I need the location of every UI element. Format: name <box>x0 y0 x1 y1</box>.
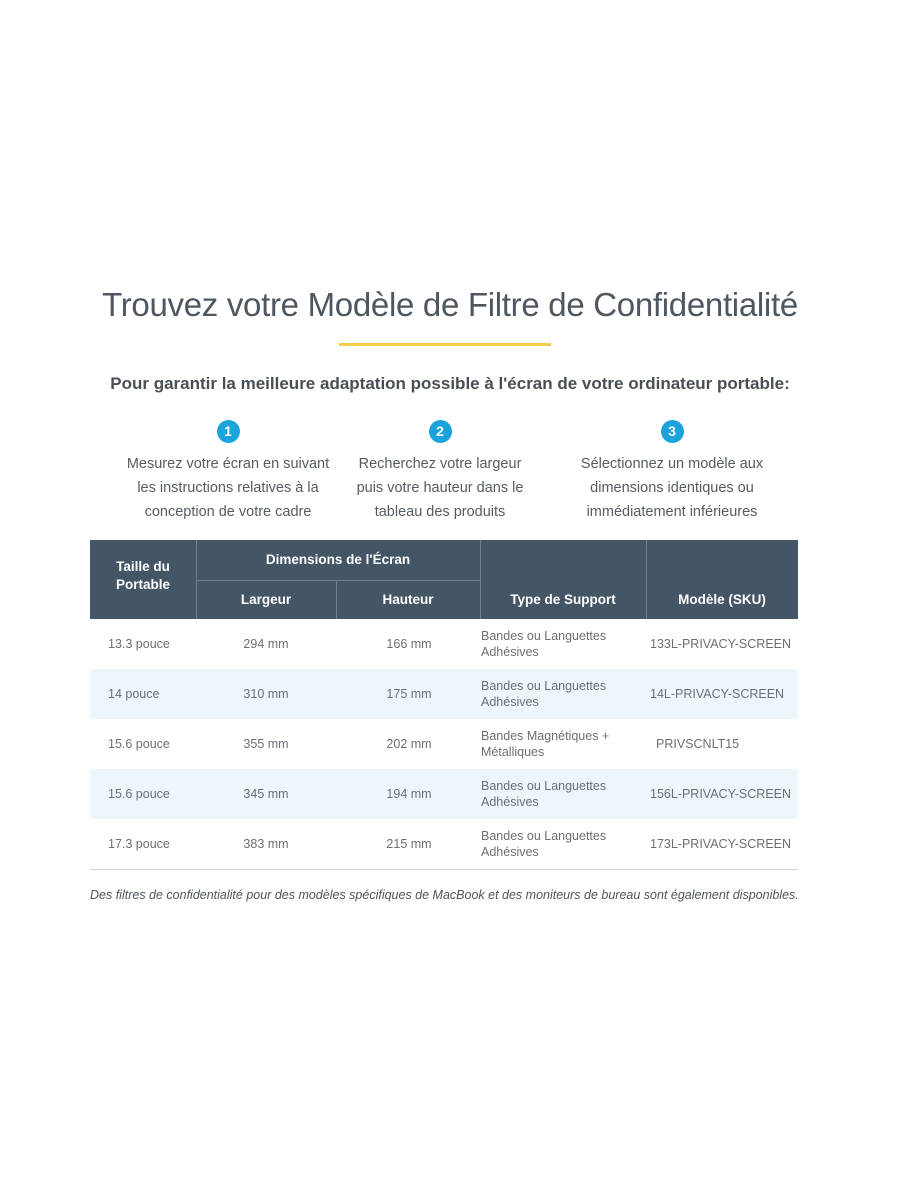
availability-note: Des filtres de confidentialité pour des modèles spécifiques de MacBook et des moniteurs de bureau sont également disponibles. <box>90 888 799 902</box>
step-2-number-badge: 2 <box>429 420 452 443</box>
step-3-number-badge: 3 <box>661 420 684 443</box>
step-3-line-2: dimensions identiques ou <box>590 480 754 496</box>
cell-support-line-2: Adhésives <box>481 645 539 659</box>
cell-modele: 173L-PRIVACY-SCREEN <box>650 837 792 851</box>
cell-largeur: 383 mm <box>243 837 289 851</box>
table-row <box>90 769 798 819</box>
step-1-line-2: les instructions relatives à la <box>137 480 319 496</box>
header-hauteur: Hauteur <box>382 592 434 607</box>
step-2-line-2: puis votre hauteur dans le <box>356 480 524 496</box>
step-2-line-1: Recherchez votre largeur <box>358 456 522 472</box>
cell-hauteur: 215 mm <box>386 837 432 851</box>
cell-support-line-2: Métalliques <box>481 745 545 759</box>
table-bottom-rule <box>90 869 798 870</box>
cell-largeur: 310 mm <box>243 687 289 701</box>
header-largeur: Largeur <box>240 592 292 607</box>
step-3-line-3: immédiatement inférieures <box>586 504 758 520</box>
cell-modele: 156L-PRIVACY-SCREEN <box>650 787 792 801</box>
cell-support-line-1: Bandes Magnétiques + <box>481 729 610 743</box>
header-support: Type de Support <box>510 592 616 607</box>
cell-support-line-1: Bandes ou Languettes <box>481 779 607 793</box>
cell-modele: 14L-PRIVACY-SCREEN <box>650 687 785 701</box>
header-divider <box>480 540 481 619</box>
cell-support-line-2: Adhésives <box>481 845 539 859</box>
cell-hauteur: 194 mm <box>386 787 432 801</box>
cell-largeur: 355 mm <box>243 737 289 751</box>
header-divider <box>196 580 480 581</box>
cell-taille: 14 pouce <box>108 687 160 701</box>
header-taille-line-1: Taille du <box>116 559 170 574</box>
cell-support <box>481 719 631 769</box>
table-row <box>90 719 798 769</box>
title-underline <box>339 343 551 346</box>
step-1-line-3: conception de votre cadre <box>144 504 312 520</box>
cell-support-line-1: Bandes ou Languettes <box>481 829 607 843</box>
cell-hauteur: 175 mm <box>386 687 432 701</box>
cell-support <box>481 769 631 819</box>
cell-support-line-2: Adhésives <box>481 695 539 709</box>
product-table <box>90 540 798 870</box>
step-1-text <box>108 452 348 524</box>
header-dimensions: Dimensions de l'Écran <box>265 552 411 567</box>
table-header <box>90 540 798 619</box>
header-taille-line-2: Portable <box>115 577 170 592</box>
cell-support <box>481 669 631 719</box>
cell-largeur: 294 mm <box>243 637 289 651</box>
cell-support-line-2: Adhésives <box>481 795 539 809</box>
step-3 <box>552 420 792 524</box>
step-1-number-badge: 1 <box>217 420 240 443</box>
step-3-line-1: Sélectionnez un modèle aux <box>580 456 764 472</box>
page-title: Trouvez votre Modèle de Filtre de Confidentialité <box>102 286 798 323</box>
cell-taille: 15.6 pouce <box>108 737 170 751</box>
step-2-line-3: tableau des produits <box>374 504 506 520</box>
cell-largeur: 345 mm <box>243 787 289 801</box>
cell-modele: PRIVSCNLT15 <box>656 737 740 751</box>
header-modele: Modèle (SKU) <box>678 592 766 607</box>
cell-taille: 13.3 pouce <box>108 637 170 651</box>
cell-support-line-1: Bandes ou Languettes <box>481 679 607 693</box>
cell-support <box>481 819 631 869</box>
table-row <box>90 669 798 719</box>
cell-taille: 17.3 pouce <box>108 837 170 851</box>
instruction-steps <box>0 420 900 530</box>
cell-support-line-1: Bandes ou Languettes <box>481 629 607 643</box>
step-1 <box>108 420 348 524</box>
step-2 <box>320 420 560 524</box>
header-taille <box>90 558 196 594</box>
header-divider <box>646 540 647 619</box>
table-row <box>90 619 798 669</box>
step-3-text <box>552 452 792 524</box>
cell-taille: 15.6 pouce <box>108 787 170 801</box>
cell-modele: 133L-PRIVACY-SCREEN <box>650 637 792 651</box>
table-row <box>90 819 798 869</box>
page-subtitle: Pour garantir la meilleure adaptation possible à l'écran de votre ordinateur portable: <box>110 374 790 393</box>
cell-hauteur: 202 mm <box>386 737 432 751</box>
step-2-text <box>320 452 560 524</box>
step-1-line-1: Mesurez votre écran en suivant <box>126 456 330 472</box>
cell-support <box>481 619 631 669</box>
cell-hauteur: 166 mm <box>386 637 432 651</box>
